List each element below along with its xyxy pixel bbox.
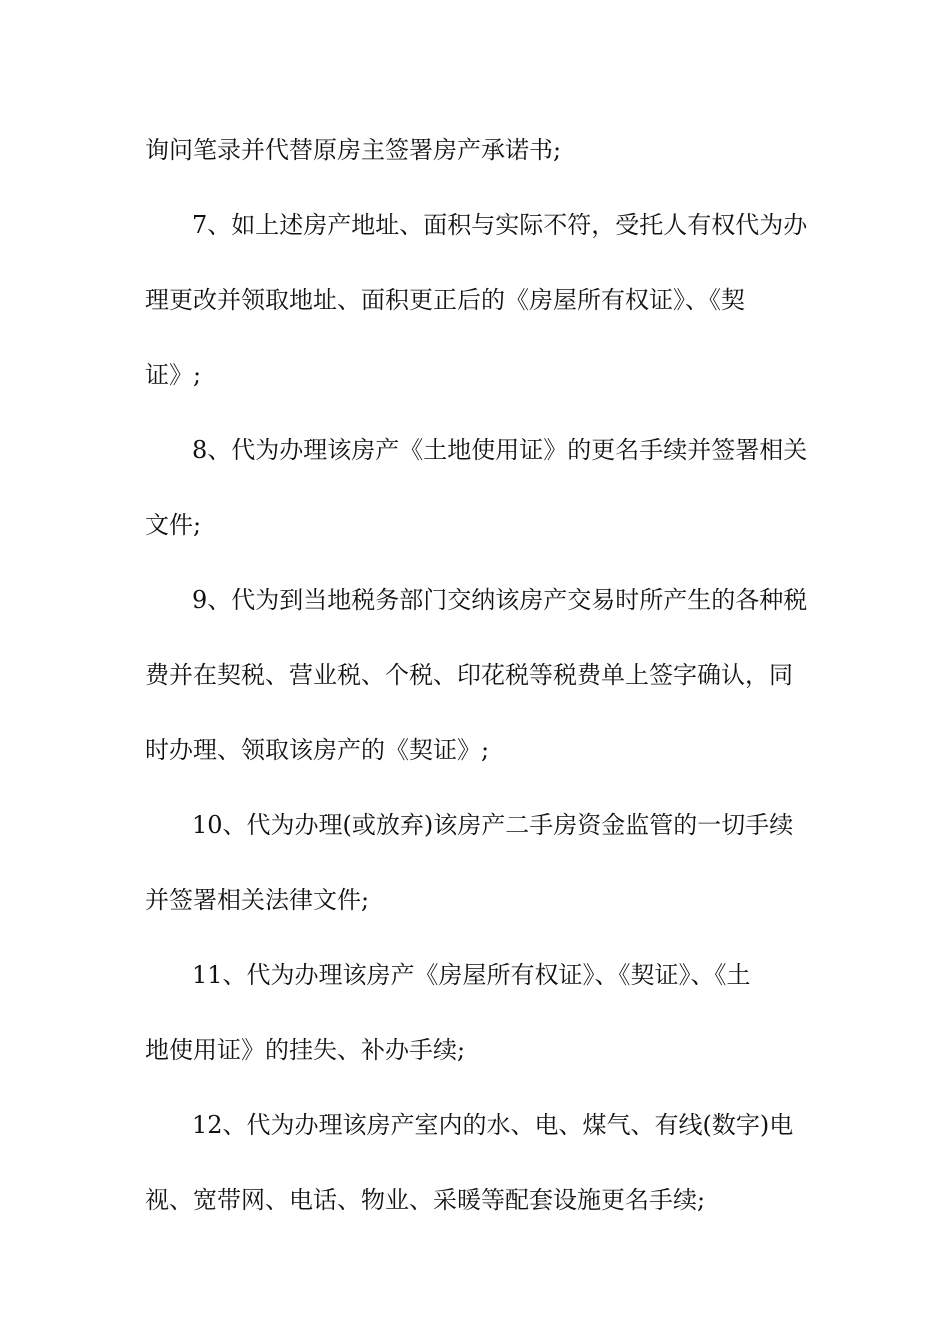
text-line-5: 8、代为办理该房产《土地使用证》的更名手续并签署相关 xyxy=(192,436,808,464)
text-line-9: 时办理、领取该房产的《契证》; xyxy=(145,736,490,764)
text-line-15: 视、宽带网、电话、物业、采暖等配套设施更名手续; xyxy=(145,1186,706,1214)
text-line-14: 12、代为办理该房产室内的水、电、煤气、有线(数字)电 xyxy=(192,1111,794,1139)
text-line-7: 9、代为到当地税务部门交纳该房产交易时所产生的各种税 xyxy=(192,586,808,614)
text-line-2: 7、如上述房产地址、面积与实际不符，受托人有权代为办 xyxy=(192,211,808,239)
text-line-12: 11、代为办理该房产《房屋所有权证》、《契证》、《土 xyxy=(192,961,751,989)
text-line-3: 理更改并领取地址、面积更正后的《房屋所有权证》、《契 xyxy=(145,286,745,314)
text-line-11: 并签署相关法律文件; xyxy=(145,886,370,914)
text-line-6: 文件; xyxy=(145,511,202,539)
text-line-13: 地使用证》的挂失、补办手续; xyxy=(145,1036,466,1064)
text-line-8: 费并在契税、营业税、个税、印花税等税费单上签字确认，同 xyxy=(145,661,793,689)
text-line-10: 10、代为办理(或放弃)该房产二手房资金监管的一切手续 xyxy=(192,811,794,839)
text-line-1: 询问笔录并代替原房主签署房产承诺书; xyxy=(145,136,562,164)
text-line-4: 证》; xyxy=(145,361,202,389)
